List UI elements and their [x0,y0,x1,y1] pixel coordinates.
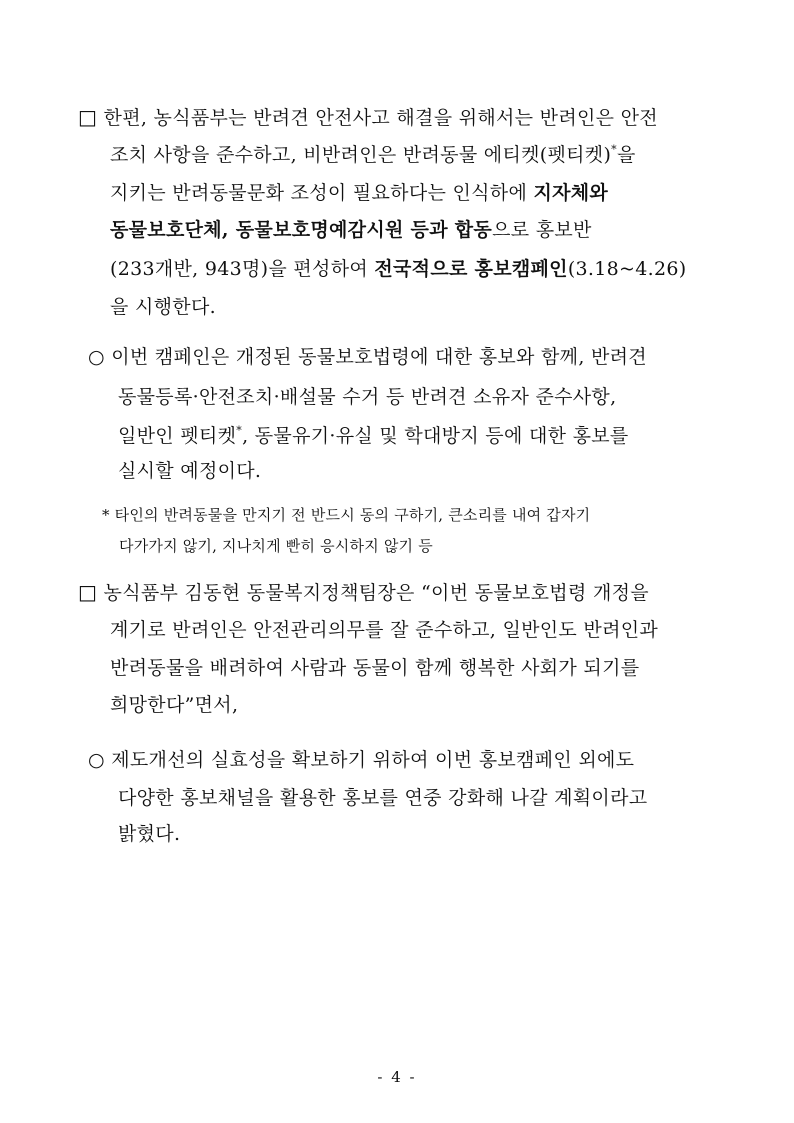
text: 다양한 홍보채널을 활용한 홍보를 연중 강화해 나갈 계획이라고 [118,787,648,809]
asterisk-icon: * [102,506,110,524]
text: 실시할 예정이다. [118,460,262,482]
text: 한편, 농식품부는 반려견 안전사고 해결을 위해서는 반려인은 안전 [103,107,658,129]
text: 지키는 반려동물문화 조성이 필요하다는 인식하에 [110,182,534,204]
footnote-marker: * [236,424,243,437]
footnote-marker: * [611,143,617,156]
square-bullet-icon: □ [78,105,98,129]
text: 이번 캠페인은 개정된 동물보호법령에 대한 홍보와 함께, 반려견 [111,346,647,368]
paragraph-line [78,105,658,129]
paragraph-line [110,181,608,205]
square-bullet-icon: □ [78,580,98,604]
paragraph-line [110,143,636,167]
paragraph-line [110,218,592,242]
text: 동물등록·안전조치·배설물 수거 등 반려견 소유자 준수사항, [118,386,617,408]
paragraph-line [88,345,647,369]
text: (233개반, 943명)을 편성하여 [110,258,375,280]
bold-text: 전국적으로 홍보캠페인 [374,258,568,280]
text: 계기로 반려인은 안전관리의무를 잘 준수하고, 일반인도 반려인과 [110,619,659,641]
paragraph-line [110,257,686,281]
text: 반려동물을 배려하여 사람과 동물이 함께 행복한 사회가 되기를 [110,657,640,679]
text: 으로 홍보반 [492,219,592,241]
circle-bullet-icon: ○ [88,749,105,771]
paragraph-line [118,385,616,409]
paragraph-line [110,693,238,717]
paragraph-line [118,822,180,846]
text: 밝혔다. [118,823,181,845]
text: 농식품부 김동현 동물복지정책팀장은 “이번 동물보호법령 개정을 [103,582,649,604]
text: 을 [616,144,636,166]
paragraph-line [118,459,261,483]
paragraph-line [110,295,216,319]
text: 다가가지 않기, 지나치게 빤히 응시하지 않기 등 [119,537,433,555]
page-number: - 4 - [377,1068,417,1086]
paragraph-line [110,618,658,642]
bold-text: 지자체와 [533,182,609,204]
text: 을 시행한다. [110,296,216,318]
paragraph-line [119,536,433,556]
text: 희망한다”면서, [110,694,239,716]
paragraph-line [78,580,649,604]
paragraph-line [110,656,639,680]
paragraph-line [102,505,590,525]
text: 타인의 반려동물을 만지기 전 반드시 동의 구하기, 큰소리를 내여 갑자기 [114,506,591,524]
bold-text: 동물보호단체, 동물보호명예감시원 등과 합동 [110,219,493,241]
text: 일반인 펫티켓 [118,425,237,447]
circle-bullet-icon: ○ [88,346,105,368]
paragraph-line [118,424,629,448]
paragraph-line [88,748,634,772]
paragraph-line [118,786,647,810]
text: (3.18~4.26) [567,258,687,280]
text: , 동물유기·유실 및 학대방지 등에 대한 홍보를 [242,425,629,447]
text: 제도개선의 실효성을 확보하기 위하여 이번 홍보캠페인 외에도 [111,749,635,771]
text: 조치 사항을 준수하고, 비반려인은 반려동물 에티켓(펫티켓) [110,144,612,166]
